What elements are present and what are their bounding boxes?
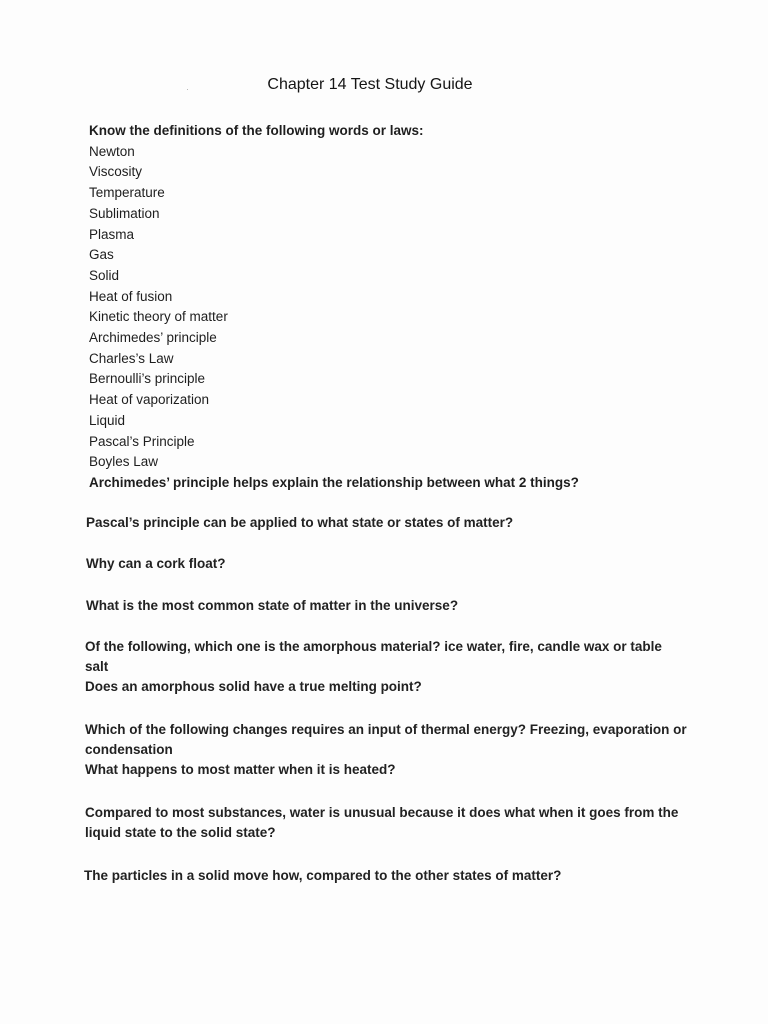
term-item: Bernoulli’s principle (89, 371, 206, 387)
term-item: Newton (89, 143, 135, 159)
term-item: Heat of vaporization (89, 392, 210, 408)
term-item: Sublimation (89, 205, 160, 221)
question-text: condensation (85, 742, 173, 757)
question-text: What is the most common state of matter in the universe? (86, 598, 459, 613)
question-text: Why can a cork float? (86, 556, 226, 571)
term-item: Kinetic theory of matter (89, 309, 228, 325)
question-heated: What happens to most matter when it is heated? (85, 762, 396, 777)
definitions-block (89, 121, 579, 494)
term-item: Pascal’s Principle (89, 433, 195, 449)
question-text: Pascal’s principle can be applied to what state or states of matter? (86, 515, 514, 530)
question-amorphous (85, 637, 662, 697)
question-text: liquid state to the solid state? (85, 825, 276, 840)
term-item: Boyles Law (89, 454, 159, 470)
question-text: Which of the following changes requires an input of thermal energy? Freezing, evaporation or (85, 722, 687, 737)
question-melting-point: Does an amorphous solid have a true melting point? (85, 679, 422, 694)
question-pascal (86, 513, 513, 533)
question-thermal-energy (85, 720, 687, 780)
term-item: Gas (89, 247, 114, 263)
page-title: Chapter 14 Test Study Guide (267, 76, 473, 93)
term-item: Charles’s Law (89, 350, 174, 366)
question-text: The particles in a solid move how, compared to the other states of matter? (84, 868, 562, 883)
term-item: Archimedes’ principle (89, 330, 217, 346)
question-text: Of the following, which one is the amorphous material? ice water, fire, candle wax or table (85, 639, 662, 654)
question-text: Compared to most substances, water is unusual because it does what when it goes from the (85, 805, 679, 820)
question-water-unusual (85, 803, 678, 843)
question-archimedes: Archimedes’ principle helps explain the relationship between what 2 things? (89, 474, 579, 490)
question-common-state (86, 596, 458, 616)
term-item: Plasma (89, 226, 135, 242)
term-item: Viscosity (89, 164, 143, 180)
intro-text: Know the definitions of the following words or laws: (89, 123, 424, 138)
term-item: Temperature (89, 185, 165, 201)
term-item: Solid (89, 267, 120, 283)
question-cork (86, 554, 226, 574)
term-item: Heat of fusion (89, 288, 173, 304)
term-item: Liquid (89, 412, 126, 428)
question-solid-particles (84, 866, 561, 886)
question-text: salt (85, 659, 109, 674)
